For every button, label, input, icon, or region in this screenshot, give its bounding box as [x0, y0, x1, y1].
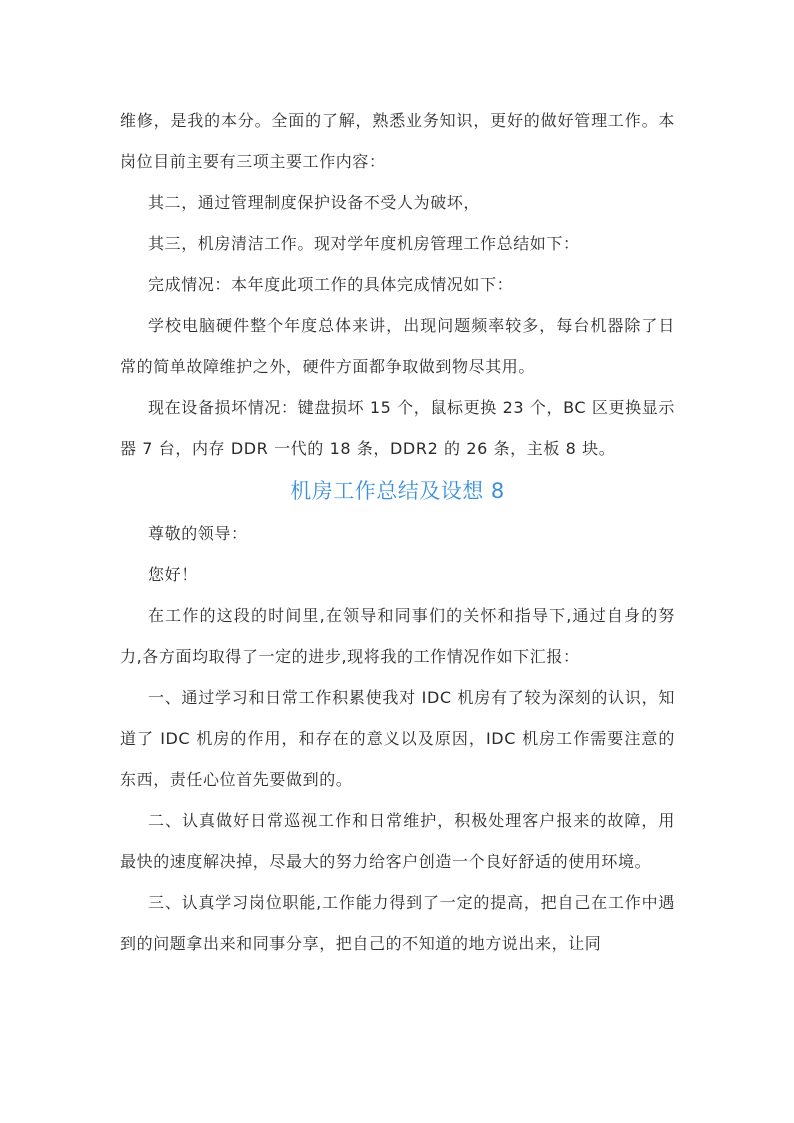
section-title: 机房工作总结及设想 8 [290, 479, 505, 503]
paragraph-point-one: 一、通过学习和日常工作积累使我对 IDC 机房有了较为深刻的认识，知道了 IDC 机房的作用，和存在的意义以及原因，IDC 机房工作需要注意的东西，责任心位首先要做到的。 [120, 688, 675, 789]
paragraph-intro: 在工作的这段的时间里,在领导和同事们的关怀和指导下,通过自身的努力,各方面均取得了一定的进步,现将我的工作情况作如下汇报： [120, 606, 675, 666]
paragraph-item-three: 其三，机房清洁工作。现对学年度机房管理工作总结如下： [148, 234, 580, 253]
paragraph-hardware: 学校电脑硬件整个年度总体来讲，出现问题频率较多，每台机器除了日常的简单故障维护之外，硬件方面都争取做到物尽其用。 [120, 316, 675, 376]
paragraph-damage: 现在设备损坏情况：键盘损坏 15 个，鼠标更换 23 个，BC 区更换显示器 7 台，内存 DDR 一代的 18 条，DDR2 的 26 条，主板 8 块。 [120, 398, 675, 458]
paragraph-greeting: 您好！ [148, 565, 198, 584]
paragraph-item-two: 其二，通过管理制度保护设备不受人为破坏， [148, 193, 481, 212]
paragraph-salutation: 尊敬的领导： [148, 524, 248, 543]
paragraph-point-two: 二、认真做好日常巡视工作和日常维护，积极处理客户报来的故障，用最快的速度解决掉，尽最大的努力给客户创造一个良好舒适的使用环境。 [120, 811, 675, 871]
paragraph-completion: 完成情况：本年度此项工作的具体完成情况如下： [148, 275, 514, 294]
paragraph-point-three: 三、认真学习岗位职能,工作能力得到了一定的提高，把自己在工作中遇到的问题拿出来和同事分享，把自己的不知道的地方说出来，让同 [120, 893, 675, 953]
document-body [120, 100, 675, 964]
paragraph-continuation: 维修，是我的本分。全面的了解，熟悉业务知识，更好的做好管理工作。本岗位目前主要有三项主要工作内容： [120, 111, 675, 171]
